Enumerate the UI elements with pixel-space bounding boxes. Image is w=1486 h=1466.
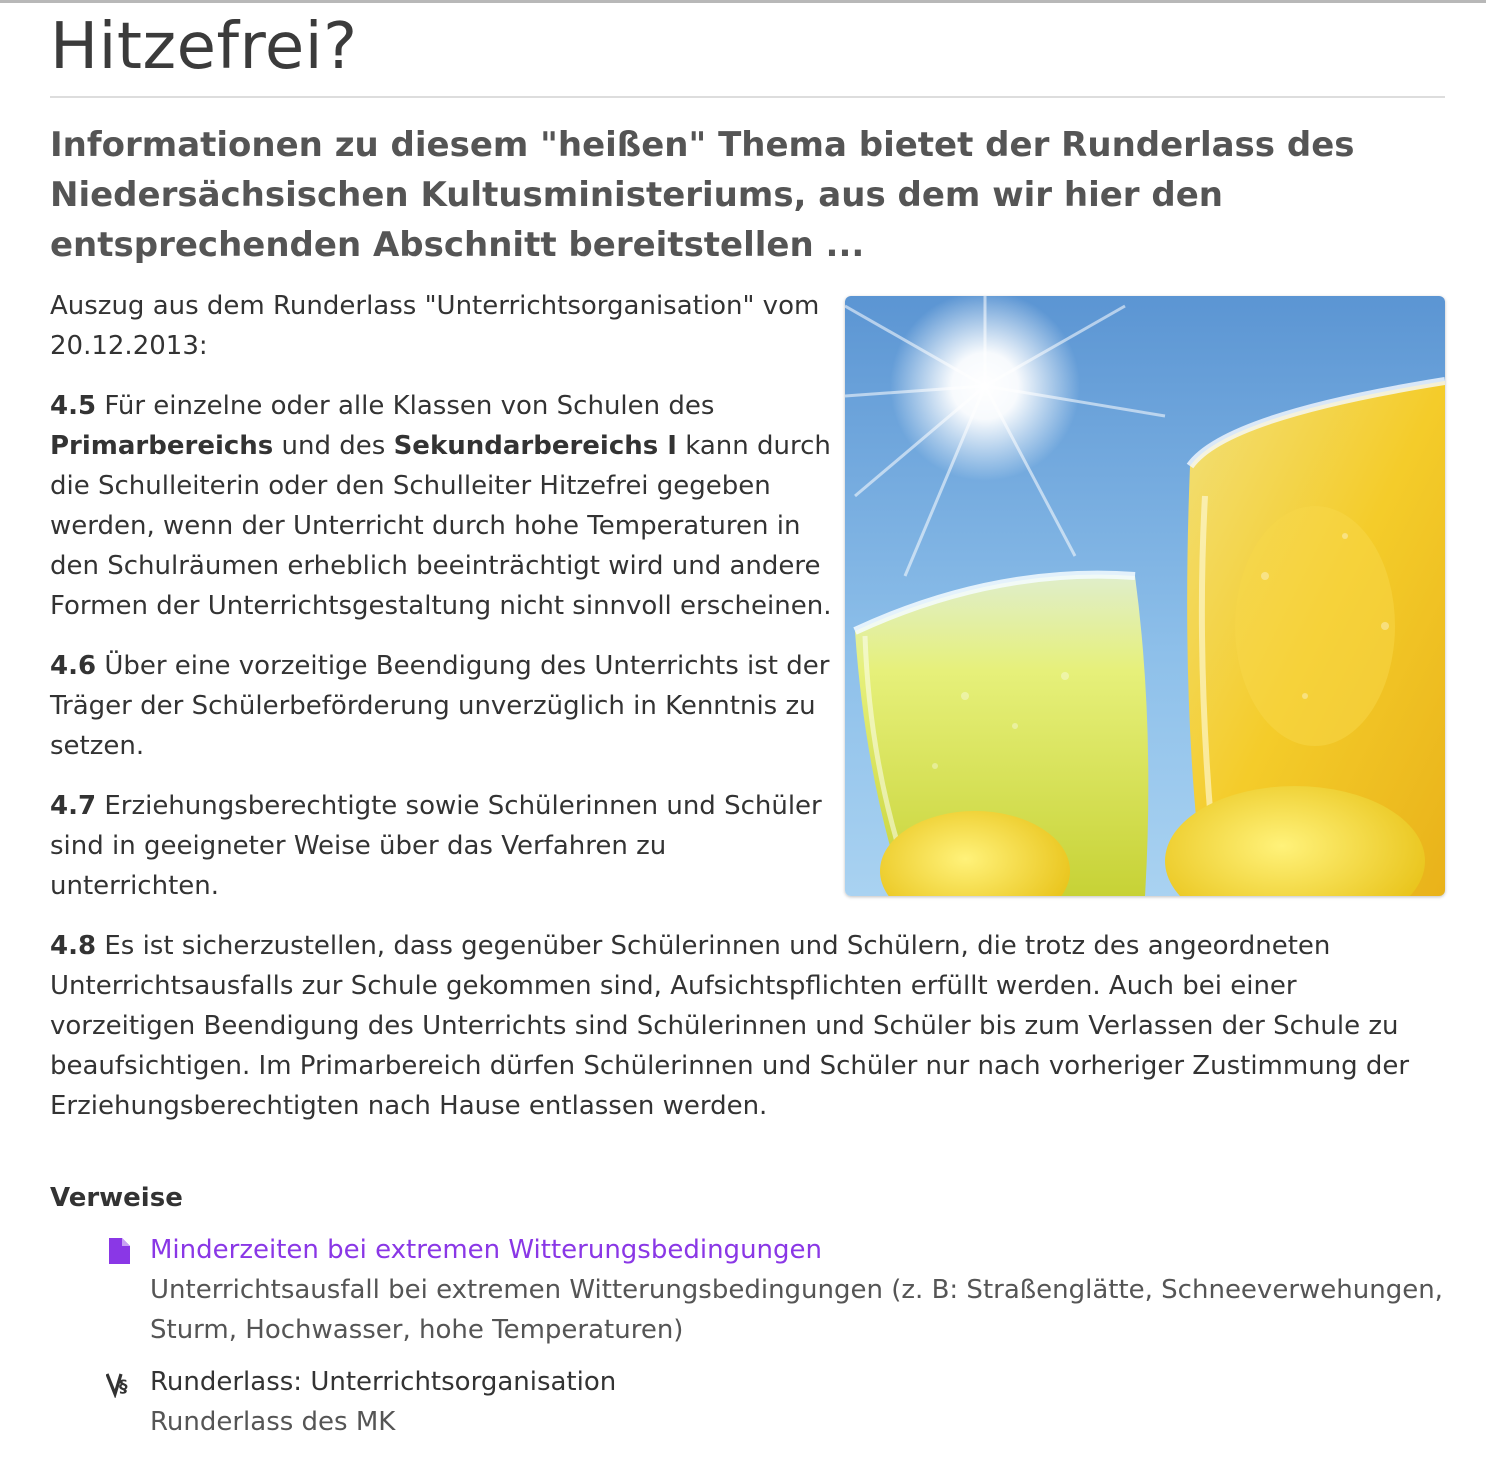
term-primarbereich: Primarbereichs: [50, 431, 274, 461]
intro-text: Auszug aus dem Runderlass "Unterrichtsorganisation" vom 20.12.2013:: [50, 291, 820, 361]
reference-title-runderlass[interactable]: Runderlass: Unterrichtsorganisation: [150, 1367, 617, 1397]
section-number: 4.8: [50, 931, 97, 961]
svg-text:§: §: [119, 1377, 128, 1397]
page-title: Hitzefrei?: [50, 10, 358, 84]
lead-paragraph: Informationen zu diesem "heißen" Thema bietet der Runderlass des Niedersächsischen Kultusministeriums, aus dem wir hier den entsprechenden Abschnitt bereitstellen ...: [50, 125, 1355, 265]
title-divider: [50, 96, 1445, 98]
left-text-column: [50, 286, 835, 906]
references-heading: Verweise: [50, 1183, 183, 1213]
reference-description: Runderlass des MK: [150, 1407, 396, 1437]
section-4-7: 4.7 Erziehungsberechtigte sowie Schülerinnen und Schüler sind in geeigneter Weise über das Verfahren zu unterrichten.: [50, 791, 822, 901]
document-icon: [106, 1236, 134, 1266]
article-content: [50, 286, 1445, 1126]
article: [50, 0, 1445, 1442]
vorschrift-icon: [106, 1368, 134, 1398]
section-number: 4.5: [50, 391, 97, 421]
reference-item: [119, 1362, 1445, 1442]
section-4-5: 4.5 Für einzelne oder alle Klassen von Schulen des Primarbereichs und des Sekundarbereichs I kann durch die Schulleiterin oder den Schulleiter Hitzefrei gegeben werden, wenn der Unterricht durch hohe Temperaturen in den Schulräumen erheblich beeinträchtigt wird und andere Formen der Unterrichtsgestaltung nicht sinnvoll erscheinen.: [50, 391, 832, 621]
lemonade-sun-image: [845, 296, 1445, 896]
reference-link-minderzeiten[interactable]: Minderzeiten bei extremen Witterungsbedingungen: [150, 1235, 823, 1265]
section-4-8: 4.8 Es ist sicherzustellen, dass gegenüber Schülerinnen und Schülern, die trotz des angeordneten Unterrichtsausfalls zur Schule gekommen sind, Aufsichtspflichten erfüllt werden. Auch bei einer vorzeitigen Beendigung des Unterrichts sind Schülerinnen und Schüler bis zum Verlassen der Schule zu beaufsichtigen. Im Primarbereich dürfen Schülerinnen und Schüler nur nach vorheriger Zustimmung der Erziehungsberechtigten nach Hause entlassen werden.: [50, 931, 1410, 1121]
section-number: 4.7: [50, 791, 97, 821]
section-number: 4.6: [50, 651, 97, 681]
reference-item: [150, 1230, 1445, 1350]
term-sekundarbereich: Sekundarbereichs I: [393, 431, 677, 461]
section-4-6: 4.6 Über eine vorzeitige Beendigung des Unterrichts ist der Träger der Schülerbeförderung unverzüglich in Kenntnis zu setzen.: [50, 651, 830, 761]
reference-description: Unterrichtsausfall bei extremen Witterungsbedingungen (z. B: Straßenglätte, Schneeverwehungen, Sturm, Hochwasser, hohe Temperaturen): [150, 1275, 1443, 1345]
